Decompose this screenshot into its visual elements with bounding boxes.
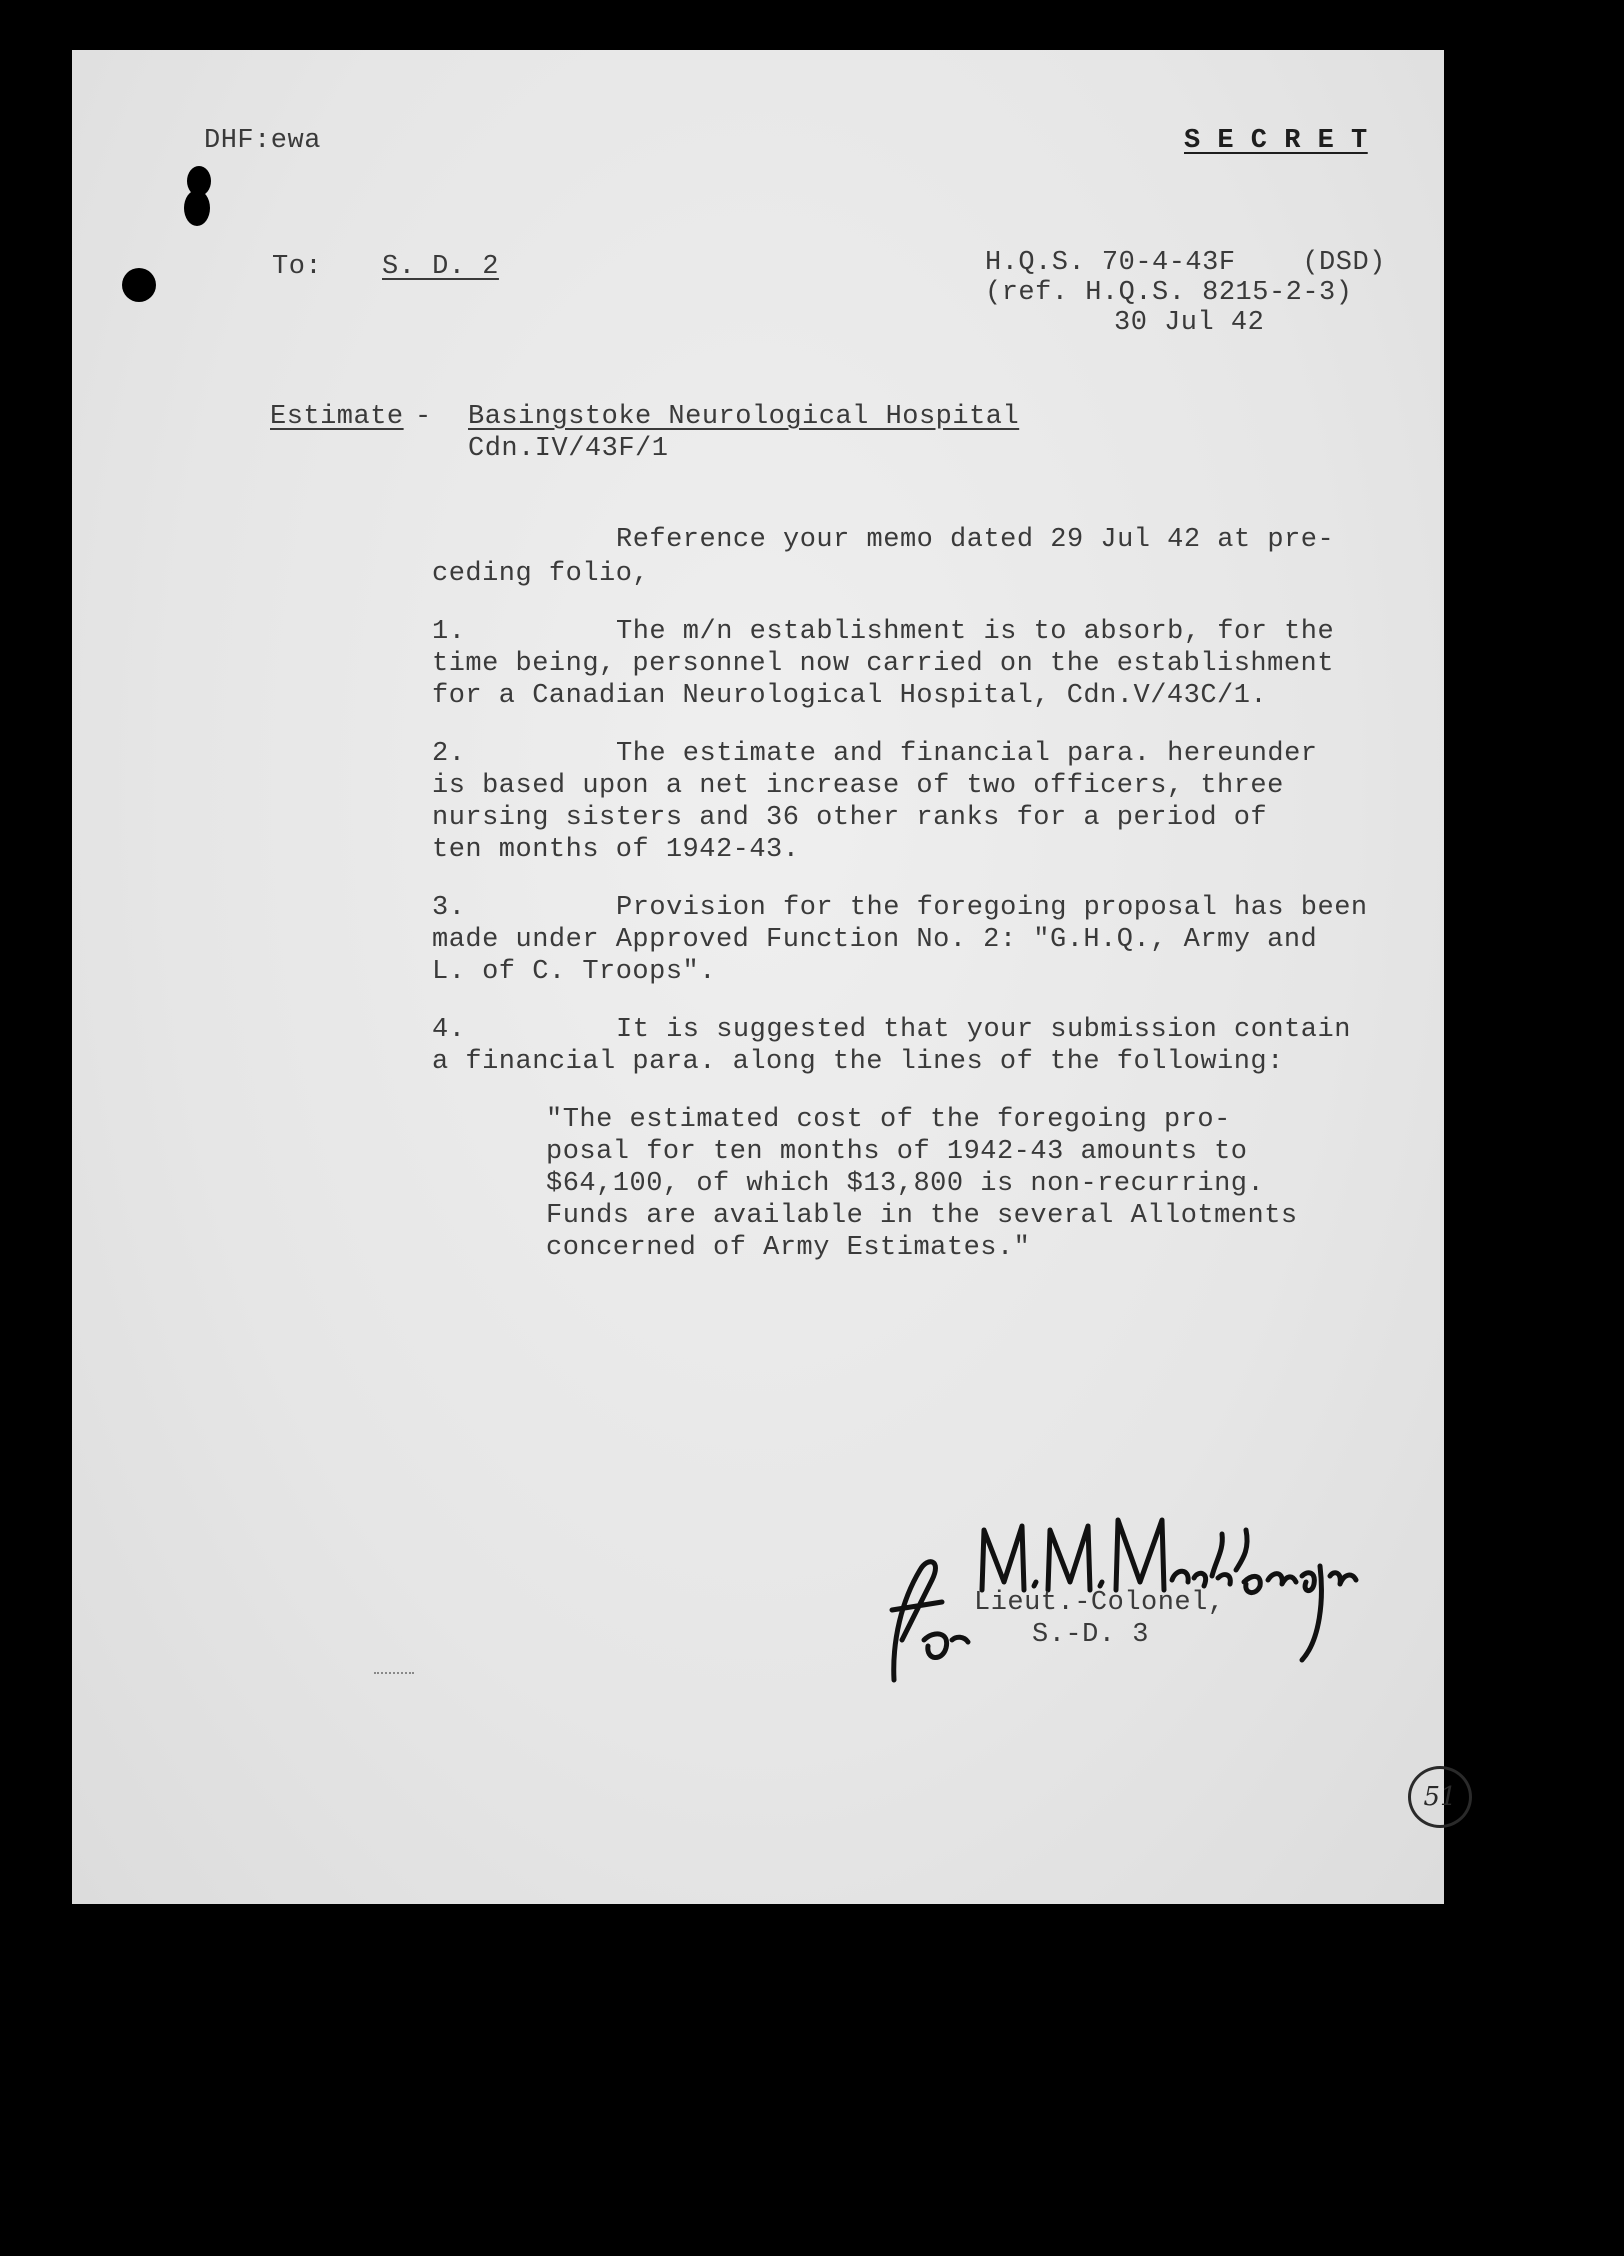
signatory-rank: Lieut.-Colonel,: [974, 1588, 1225, 1618]
folio-number: 51: [1423, 1782, 1457, 1812]
paragraph-line: ten months of 1942-43.: [432, 835, 800, 865]
signatory-unit: S.-D. 3: [1032, 1620, 1149, 1650]
subject-title: Basingstoke Neurological Hospital: [468, 402, 1020, 432]
paragraph-number: 2.: [432, 739, 466, 769]
intro-line-1: Reference your memo dated 29 Jul 42 at pre-: [616, 525, 1335, 555]
subject-dash: -: [415, 402, 432, 432]
paragraph-line: time being, personnel now carried on the establishment: [432, 649, 1334, 679]
initials: DHF:ewa: [204, 126, 321, 156]
paragraph-line: Provision for the foregoing proposal has been: [616, 893, 1368, 923]
paragraph-line: L. of C. Troops".: [432, 957, 716, 987]
paragraph-number: 3.: [432, 893, 466, 923]
quote-line: posal for ten months of 1942-43 amounts to: [546, 1137, 1248, 1167]
to-value: S. D. 2: [382, 252, 499, 282]
paragraph-line: nursing sisters and 36 other ranks for a period of: [432, 803, 1268, 833]
subject-label: Estimate: [270, 402, 404, 432]
punch-hole-middle: [122, 268, 156, 302]
document-date: 30 Jul 42: [1114, 308, 1265, 338]
punch-hole-top-lower: [184, 190, 210, 226]
quote-line: concerned of Army Estimates.": [546, 1233, 1031, 1263]
intro-line-2: ceding folio,: [432, 559, 650, 589]
paragraph-number: 1.: [432, 617, 466, 647]
subject-code: Cdn.IV/43F/1: [468, 434, 669, 464]
quote-line: "The estimated cost of the foregoing pro-: [546, 1105, 1231, 1135]
reference-line-1: H.Q.S. 70-4-43F (DSD): [985, 248, 1386, 278]
quote-line: $64,100, of which $13,800 is non-recurring.: [546, 1169, 1265, 1199]
folio-number-stamp: [1408, 1766, 1472, 1828]
paragraph-line: The m/n establishment is to absorb, for the: [616, 617, 1335, 647]
paragraph-line: It is suggested that your submission contain: [616, 1015, 1351, 1045]
classification: S E C R E T: [1184, 126, 1368, 156]
speck: [374, 1672, 414, 1676]
document-page: [72, 50, 1457, 1904]
paragraph-number: 4.: [432, 1015, 466, 1045]
paragraph-line: The estimate and financial para. hereunder: [616, 739, 1318, 769]
paragraph-line: is based upon a net increase of two officers, three: [432, 771, 1284, 801]
paragraph-line: made under Approved Function No. 2: "G.H.Q., Army and: [432, 925, 1318, 955]
quote-line: Funds are available in the several Allotments: [546, 1201, 1298, 1231]
paragraph-line: for a Canadian Neurological Hospital, Cdn.V/43C/1.: [432, 681, 1268, 711]
to-label: To:: [272, 252, 323, 282]
paragraph-line: a financial para. along the lines of the following:: [432, 1047, 1284, 1077]
reference-line-2: (ref. H.Q.S. 8215-2-3): [985, 278, 1353, 308]
